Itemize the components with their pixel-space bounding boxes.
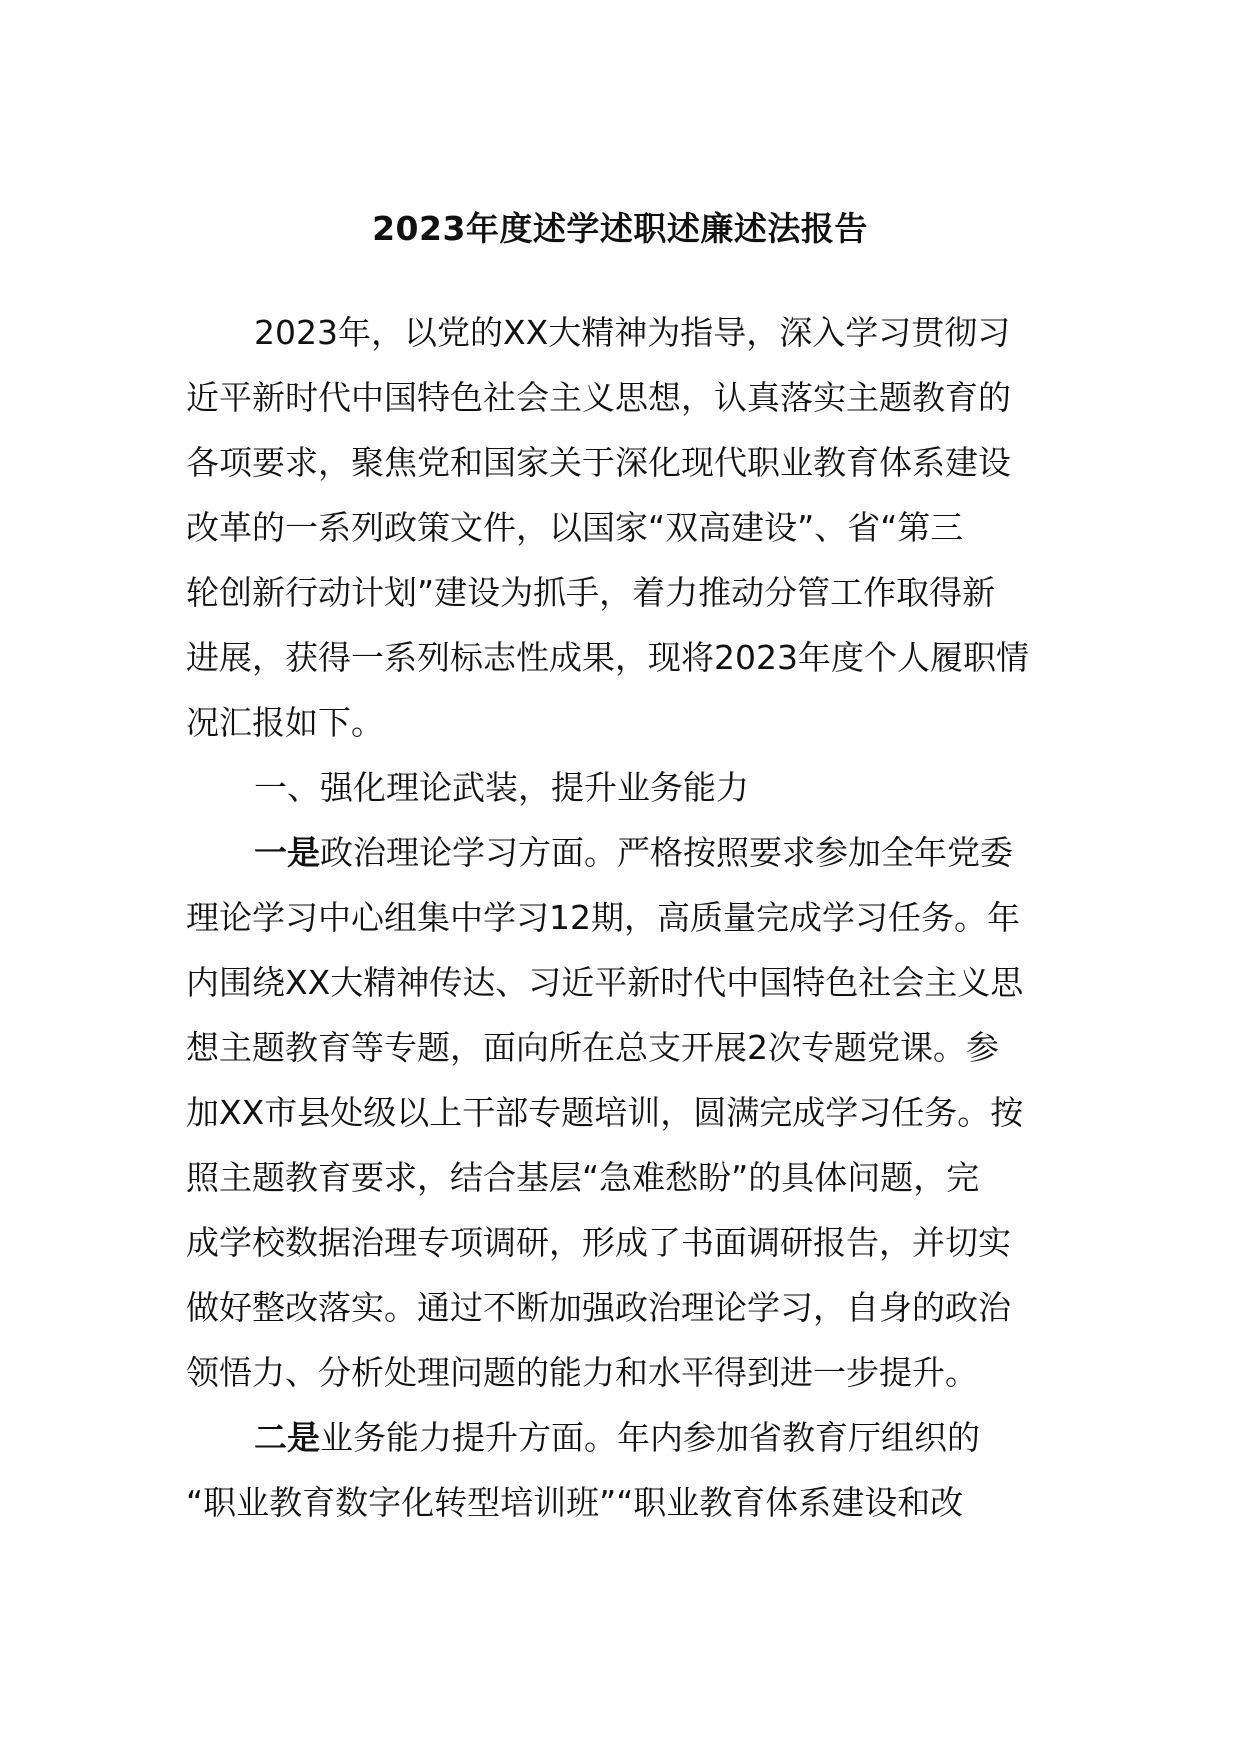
text-line xyxy=(186,1210,1056,1275)
text-line xyxy=(186,1080,1056,1145)
text-line xyxy=(186,755,1056,820)
line-text: 做好整改落实。通过不断加强政治理论学习，自身的政治 xyxy=(186,1288,1011,1327)
text-line xyxy=(186,690,1056,755)
text-line xyxy=(186,820,1056,885)
line-text: 进展，获得一系列标志性成果，现将2023年度个人履职情 xyxy=(186,638,1029,677)
line-text: 近平新时代中国特色社会主义思想，认真落实主题教育的 xyxy=(186,378,1011,417)
bold-lead: 一是 xyxy=(254,833,320,872)
line-text: 加XX市县处级以上干部专题培训，圆满完成学习任务。按 xyxy=(186,1093,1024,1132)
line-text: 内围绕XX大精神传达、习近平新时代中国特色社会主义思 xyxy=(186,963,1024,1002)
line-text: 领悟力、分析处理问题的能力和水平得到进一步提升。 xyxy=(186,1353,978,1392)
line-text: 一、强化理论武装，提升业务能力 xyxy=(254,768,749,807)
line-text: 各项要求，聚焦党和国家关于深化现代职业教育体系建设 xyxy=(186,443,1011,482)
line-text: 改革的一系列政策文件，以国家“双高建设”、省“第三 xyxy=(186,508,964,547)
text-line xyxy=(186,1405,1056,1470)
text-line xyxy=(186,495,1056,560)
text-line xyxy=(186,1145,1056,1210)
line-text: 轮创新行动计划”建设为抓手，着力推动分管工作取得新 xyxy=(186,573,996,612)
text-line xyxy=(186,1340,1056,1405)
line-text: 成学校数据治理专项调研，形成了书面调研报告，并切实 xyxy=(186,1223,1011,1262)
document-title: 2023年度述学述职述廉述法报告 xyxy=(372,209,868,248)
text-line xyxy=(186,885,1056,950)
text-line xyxy=(186,300,1056,365)
line-text: 政治理论学习方面。严格按照要求参加全年党委 xyxy=(320,833,1013,872)
bold-lead: 二是 xyxy=(254,1418,320,1457)
text-line xyxy=(186,1015,1056,1080)
text-line xyxy=(186,365,1056,430)
line-text: 业务能力提升方面。年内参加省教育厅组织的 xyxy=(320,1418,980,1457)
text-line xyxy=(186,950,1056,1015)
text-line xyxy=(186,1275,1056,1340)
text-line xyxy=(186,430,1056,495)
line-text: 况汇报如下。 xyxy=(186,703,384,742)
text-line xyxy=(186,560,1056,625)
line-text: 2023年，以党的XX大精神为指导，深入学习贯彻习 xyxy=(254,313,1011,352)
text-line xyxy=(186,625,1056,690)
line-text: 理论学习中心组集中学习12期，高质量完成学习任务。年 xyxy=(186,898,1020,937)
line-text: “职业教育数字化转型培训班”“职业教育体系建设和改 xyxy=(186,1483,964,1522)
line-text: 照主题教育要求，结合基层“急难愁盼”的具体问题，完 xyxy=(186,1158,980,1197)
line-text: 想主题教育等专题，面向所在总支开展2次专题党课。参 xyxy=(186,1028,999,1067)
text-line xyxy=(186,1470,1056,1535)
document-body xyxy=(186,300,1056,1535)
